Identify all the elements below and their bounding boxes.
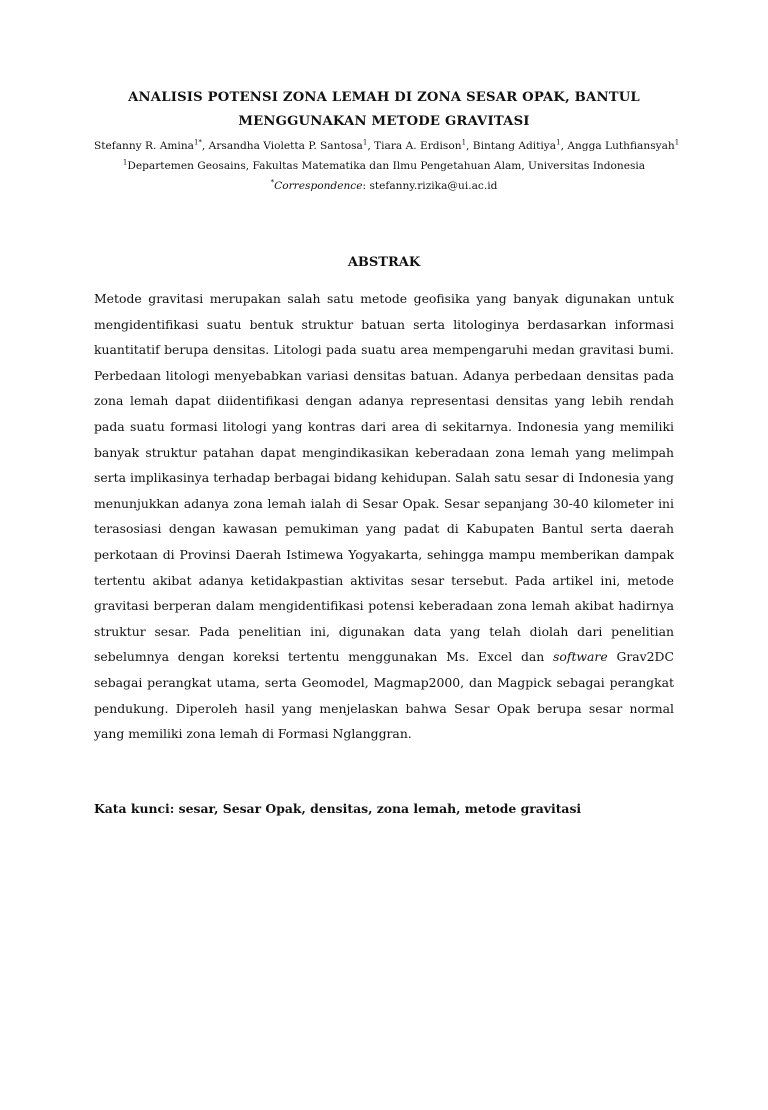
author-affiliation-mark: 1* bbox=[193, 138, 202, 147]
paper-title bbox=[94, 86, 674, 134]
paper-title-line-1: ANALISIS POTENSI ZONA LEMAH DI ZONA SESAR OPAK, BANTUL bbox=[128, 90, 640, 105]
author-name: Angga Luthfiansyah bbox=[567, 140, 675, 152]
abstract-body bbox=[94, 286, 674, 747]
author-name: Tiara A. Erdison bbox=[374, 140, 462, 152]
paper-title-line-2: MENGGUNAKAN METODE GRAVITASI bbox=[238, 114, 530, 129]
correspondence-email: stefanny.rizika@ui.ac.id bbox=[369, 180, 498, 192]
correspondence-label: Correspondence bbox=[274, 180, 363, 192]
author-name: Bintang Aditiya bbox=[472, 140, 557, 152]
author-affiliation-mark: 1 bbox=[674, 138, 680, 147]
correspondence: *Correspondence: stefanny.rizika@ui.ac.id bbox=[270, 178, 498, 192]
author-name: Stefanny R. Amina bbox=[94, 140, 194, 152]
keywords bbox=[94, 799, 674, 819]
author-list: Stefanny R. Amina$^{1*}$, Arsandha Violetta P. Santosa$^1$, Tiara A. Erdison$^1$, Bintang Aditiya$^1$, Angga Luthfiansyah$^1$ bbox=[94, 138, 680, 152]
abstract-text-part-1: Metode gravitasi merupakan salah satu metode geofisika yang banyak digunakan untuk mengidentifikasi suatu bentuk struktur batuan serta litologinya berdasarkan informasi kuantitatif berupa densitas. Litologi pada suatu area mempengaruhi medan gravitasi bumi. Perbedaan litologi menyebabkan variasi densitas batuan. Adanya perbedaan densitas pada zona lemah dapat diidentifikasi dengan adanya representasi densitas yang lebih rendah pada suatu formasi litologi yang kontras dari area di sekitarnya. Indonesia yang memiliki banyak struktur patahan dapat mengindikasikan keberadaan zona lemah yang melimpah serta implikasinya terhadap berbagai bidang kehidupan. Salah satu sesar di Indonesia yang menunjukkan adanya zona lemah ialah di Sesar Opak. Sesar sepanjang 30-40 kilometer ini terasosiasi dengan kawasan pemukiman yang padat di Kabupaten Bantul serta daerah perkotaan di Provinsi Daerah Istimewa Yogyakarta, sehingga mampu memberikan dampak tertentu akibat adanya ketidakpastian aktivitas sesar tersebut. Pada artikel ini, metode gravitasi berperan dalam mengidentifikasi potensi keberadaan zona lemah akibat hadirnya struktur sesar. Pada penelitian ini, digunakan data yang telah diolah dari penelitian sebelumnya dengan koreksi tertentu menggunakan Ms. Excel dan bbox=[94, 291, 674, 665]
author-affiliation-mark: 1 bbox=[461, 138, 467, 147]
author-name: Arsandha Violetta P. Santosa bbox=[208, 140, 363, 152]
affiliation-mark: 1 bbox=[122, 158, 128, 167]
author-affiliation-mark: 1 bbox=[556, 138, 561, 147]
abstract-text-part-2: Grav2DC sebagai perangkat utama, serta Geomodel, Magmap2000, dan Magpick sebagai perangkat pendukung. Diperoleh hasil yang menjelaskan bahwa Sesar Opak berupa sesar normal yang memiliki zona lemah di Formasi Nglanggran. bbox=[94, 649, 674, 742]
keywords-text: sesar, Sesar Opak, densitas, zona lemah, metode gravitasi bbox=[178, 800, 582, 816]
affiliation-text: Departemen Geosains, Fakultas Matematika dan Ilmu Pengetahuan Alam, Universitas Indonesia bbox=[127, 160, 646, 172]
affiliation bbox=[94, 156, 674, 176]
keywords-label: Kata kunci: bbox=[94, 800, 175, 816]
abstract-heading: ABSTRAK bbox=[347, 255, 421, 270]
paper-page bbox=[0, 86, 768, 1110]
author-affiliation-mark: 1 bbox=[362, 138, 368, 147]
correspondence-mark: * bbox=[270, 178, 275, 187]
abstract-software-word: software bbox=[553, 649, 608, 665]
